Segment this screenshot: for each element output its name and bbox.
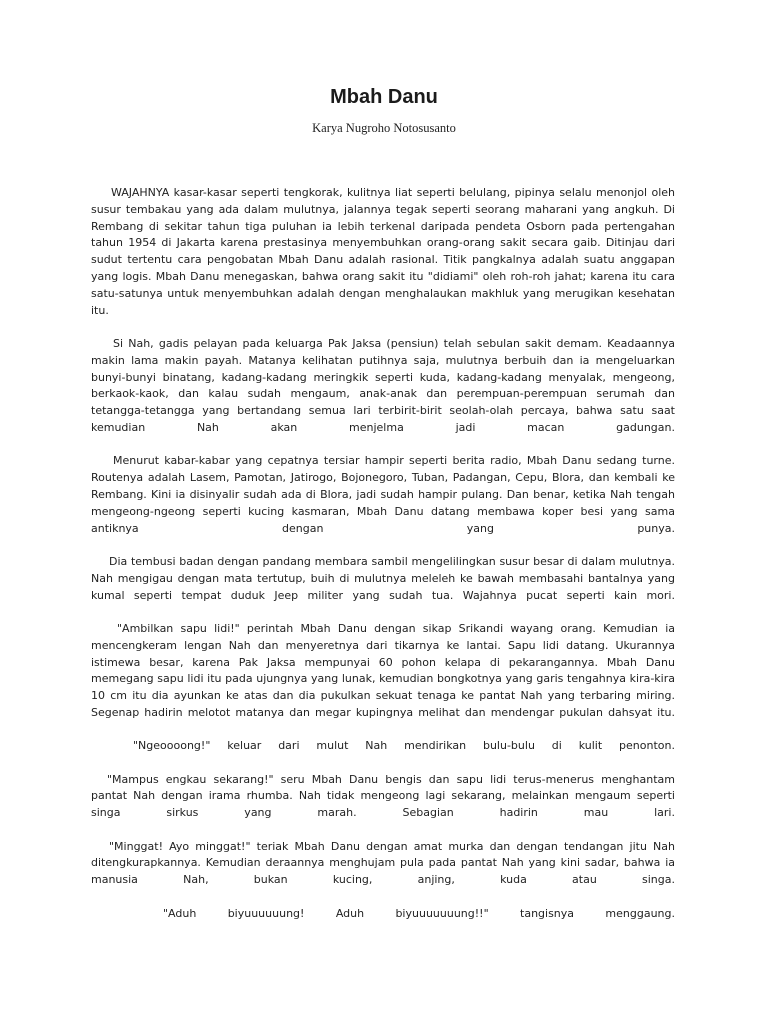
paragraph: "Aduh biyuuuuuung! Aduh biyuuuuuuung!!" tangisnya menggaung. <box>163 906 675 920</box>
paragraph: WAJAHNYA kasar-kasar seperti tengkorak, kulitnya liat seperti belulang, pipinya selalu menonjol oleh susur tembakau yang ada dalam mulutnya, jalannya tegak seperti seorang maharani yang angkuh. Di Rembang di sekitar tahun tiga puluhan ia lebih terkenal daripada pendeta Osborn pada pertengahan tahun 1954 di Jakarta karena prestasinya menyembuhkan orang-orang sakit secara gaib. Ditinjau dari sudut tertentu cara pengobatan Mbah Danu adalah rasional. Titik pangkalnya adalah suatu anggapan yang logis. Mbah Danu menegaskan, bahwa orang sakit itu "didiami" oleh roh-roh jahat; karena itu cara satu-satunya untuk menyembuhkan adalah dengan menghalaukan makhluk yang merugikan kesehatan itu. <box>91 186 675 317</box>
paragraph: "Ngeoooong!" keluar dari mulut Nah mendirikan bulu-bulu di kulit penonton. <box>133 739 675 753</box>
paragraph: Dia tembusi badan dengan pandang membara sambil mengelilingkan susur besar di dalam mulutnya. Nah mengigau dengan mata tertutup, buih di mulutnya meleleh ke bawah membasahi bantalnya yang kumal seperti tempat duduk Jeep militer yang sudah tua. Wajahnya pucat seperti kain mori. <box>91 554 675 602</box>
paragraph: "Mampus engkau sekarang!" seru Mbah Danu bengis dan sapu lidi terus-menerus menghantam pantat Nah dengan irama rhumba. Nah tidak mengeong lagi sekarang, melainkan mengaum seperti singa sirkus yang marah. Sebagian hadirin mau lari. <box>91 772 675 820</box>
paragraph: Menurut kabar-kabar yang cepatnya tersiar hampir seperti berita radio, Mbah Danu sedang turne. Routenya adalah Lasem, Pamotan, Jatirogo, Bojonegoro, Tuban, Padangan, Cepu, Blora, dan kembali ke Rembang. Kini ia disinyalir sudah ada di Blora, jadi sudah hampir pulang. Dan benar, ketika Nah tengah mengeong-ngeong seperti kucing kasmaran, Mbah Danu datang membawa koper besi yang sama antiknya dengan yang punya. <box>91 454 675 535</box>
paragraph: "Minggat! Ayo minggat!" teriak Mbah Danu dengan amat murka dan dengan tendangan jitu Nah ditengkurapkannya. Kemudian deraannya menghujam pula pada pantat Nah yang kini sadar, bahwa ia manusia Nah, bukan kucing, anjing, kuda atau singa. <box>91 839 675 887</box>
author-byline: Karya Nugroho Notosusanto <box>312 121 456 135</box>
story-body <box>91 185 675 939</box>
paragraph: "Ambilkan sapu lidi!" perintah Mbah Danu dengan sikap Srikandi wayang orang. Kemudian ia mencengkeram lengan Nah dan menyeretnya dari tikarnya ke lantai. Sapu lidi datang. Ukurannya istimewa besar, karena Pak Jaksa mempunyai 60 pohon kelapa di pekarangannya. Mbah Danu memegang sapu lidi itu pada ujungnya yang lunak, kemudian bongkotnya yang garis tengahnya kira-kira 10 cm itu dia ayunkan ke atas dan dia pukulkan sekuat tenaga ke pantat Nah yang terbaring miring. Segenap hadirin melotot matanya dan megar kupingnya melihat dan mendengar pukulan dahsyat itu. <box>91 621 675 719</box>
paragraph: Si Nah, gadis pelayan pada keluarga Pak Jaksa (pensiun) telah sebulan sakit demam. Keadaannya makin lama makin payah. Matanya kelihatan putihnya saja, mulutnya berbuih dan ia mengeluarkan bunyi-bunyi binatang, kadang-kadang meringkik seperti kuda, kadang-kadang menyalak, mengeong, berkaok-kaok, dan kalau sudah mengaum, anak-anak dan perempuan-perempuan serumah dan tetangga-tetangga yang bertandang semua lari terbirit-birit seolah-olah percaya, bahwa satu saat kemudian Nah akan menjelma jadi macan gadungan. <box>91 336 675 434</box>
page-title: Mbah Danu <box>330 86 438 108</box>
